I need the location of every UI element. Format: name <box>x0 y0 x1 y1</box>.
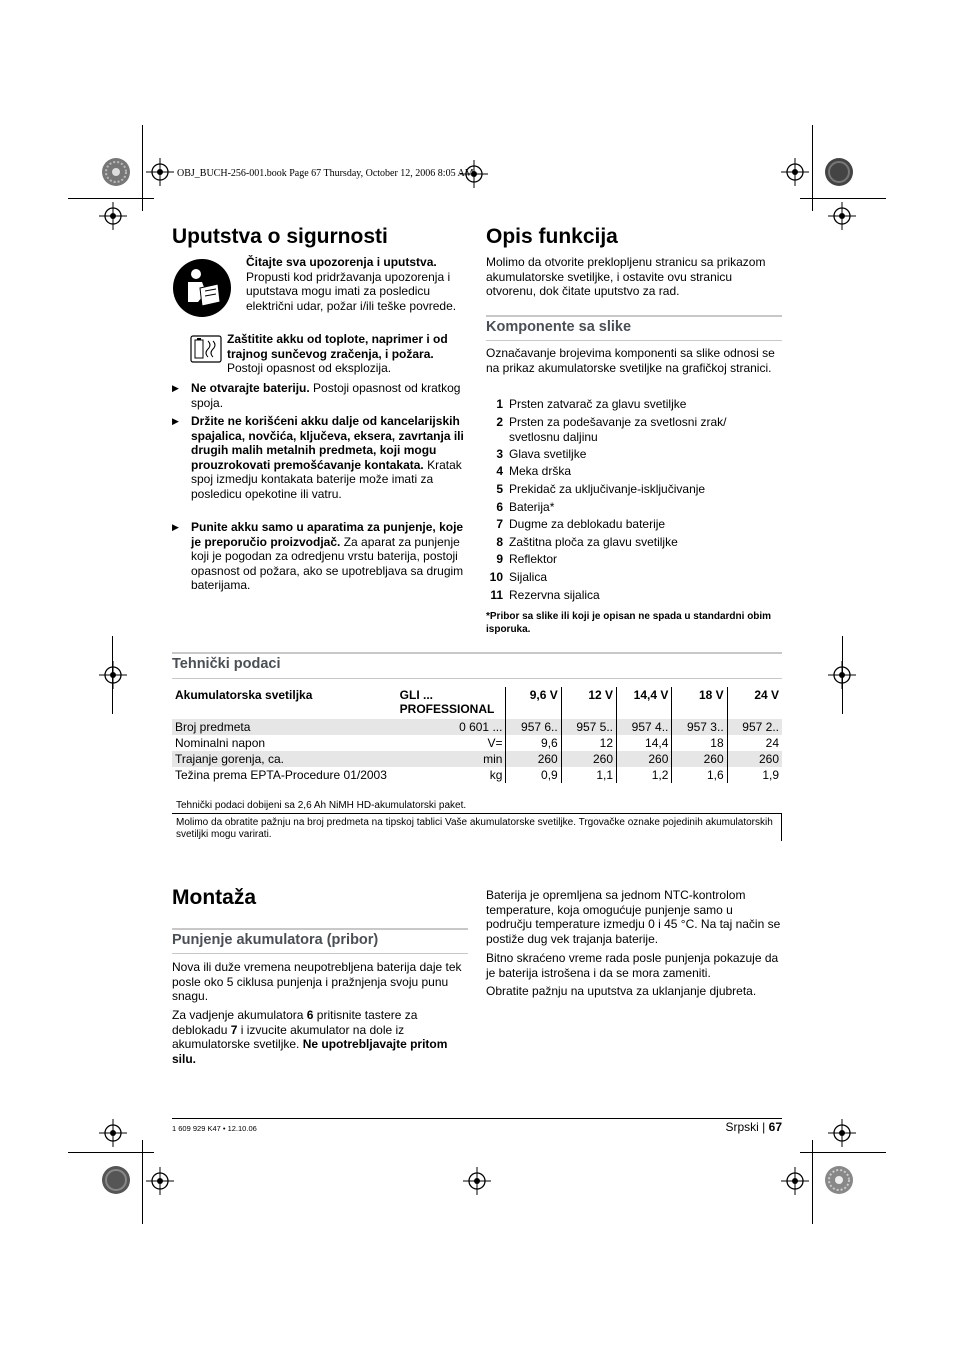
item-number: 11 <box>490 588 503 602</box>
footer-page <box>725 1120 782 1134</box>
charge-text: i izvucite akumulator na dole iz akumulatorske svetiljke. <box>172 1022 405 1052</box>
table-row <box>172 767 782 783</box>
table-cell: 260 <box>561 751 616 767</box>
protect-battery-bold: Zaštitite akku od toplote, naprimer i od trajnog sunčevog zračenja, i požara. <box>227 332 448 361</box>
protect-battery-text <box>227 332 469 376</box>
charge-text: pritisnite tastere za deblokadu <box>172 1008 418 1037</box>
item-text: Zaštitna ploča za glavu svetiljke <box>509 535 678 549</box>
item-text: Glava svetiljke <box>509 447 587 461</box>
table-cell: 957 2.. <box>727 719 782 735</box>
table-rule <box>172 813 782 814</box>
crop-mark <box>68 1152 154 1153</box>
list-item <box>486 482 759 497</box>
registration-mark-icon <box>828 1119 856 1147</box>
table-cell: Nominalni napon <box>175 736 266 750</box>
table-cell: 24 <box>765 736 779 750</box>
table-header-cell: 12 V <box>561 687 616 719</box>
item-number: 8 <box>496 535 503 549</box>
safety-bullet-body: Kratak spoj izmedju kontakata baterije može imati za posledicu opekotine ili vatru. <box>191 457 462 501</box>
table-cell: 260 <box>506 751 561 767</box>
table-cell: 12 <box>561 735 616 751</box>
calibration-disc-icon <box>101 157 131 187</box>
mount-title: Montaža <box>172 886 256 909</box>
table-header-cell: 9,6 V <box>506 687 561 719</box>
registration-mark-icon <box>828 661 856 689</box>
function-title: Opis funkcija <box>486 225 618 248</box>
item-text: Rezervna sijalica <box>509 588 600 602</box>
footer-language: Srpski <box>725 1120 759 1134</box>
read-instructions-text <box>246 255 468 313</box>
item-number: 5 <box>496 482 503 496</box>
item-number: 10 <box>489 570 503 584</box>
registration-mark-icon <box>99 1119 127 1147</box>
charge-title: Punjenje akumulatora (pribor) <box>172 932 379 948</box>
section-rule <box>486 315 782 317</box>
charge-paragraph: Nova ili duže vremena neupotrebljena baterija daje tek posle oko 5 ciklusa punjenja i pražnjenja svoju punu snagu. <box>172 960 462 1004</box>
registration-mark-icon <box>828 202 856 230</box>
item-number: 6 <box>496 500 503 514</box>
read-instructions-body: Propusti kod pridržavanja upozorenja i uputstava mogu imati za posledicu električni udar, požar i/ili teške povrede. <box>246 269 457 313</box>
charge-text: Za vadjenje akumulatora <box>172 1008 307 1022</box>
list-item <box>486 570 759 585</box>
tech-note: Molimo da obratite pažnju na broj predmeta na tipskoj tablici Vaše akumulatorske svetiljke. Trgovačke oznake pojedinih akumulatorskih svetiljki mogu varirati. <box>176 817 773 840</box>
section-rule <box>172 928 468 930</box>
table-cell: min <box>397 751 506 767</box>
page-number: 67 <box>768 1120 782 1134</box>
item-number: 9 <box>496 552 503 566</box>
item-text: Dugme za deblokadu baterije <box>509 517 666 531</box>
bullet-arrow-icon: ▶ <box>172 522 179 532</box>
safety-bullet <box>191 520 469 593</box>
battery-paragraph: Obratite pažnju na uputstva za uklanjanje djubreta. <box>486 984 757 998</box>
table-row <box>172 735 782 751</box>
list-item <box>486 415 759 444</box>
item-text: Prsten za podešavanje za svetlosni zrak/ svetlosnu daljinu <box>509 415 727 444</box>
table-header-row <box>172 687 782 719</box>
table-cell: 1,2 <box>617 767 672 783</box>
component-ref: 6 <box>306 1008 314 1022</box>
item-text: Prekidač za uključivanje-isključivanje <box>509 482 706 496</box>
table-header-cell: 24 V <box>754 688 779 702</box>
table-cell: 0 601 ... <box>397 719 506 735</box>
safety-bullet-bold: Punite akku samo u aparatima za punjenje, koje je preporučio proizvodjač. <box>191 520 464 549</box>
item-number: 7 <box>496 517 503 531</box>
table-cell: 957 6.. <box>506 719 561 735</box>
crop-mark <box>800 198 886 199</box>
table-cell: Trajanje gorenja, ca. <box>172 751 397 767</box>
item-number: 2 <box>496 415 503 429</box>
table-header-cell: 18 V <box>672 687 727 719</box>
table-rule <box>781 813 782 841</box>
safety-bullet <box>191 414 469 502</box>
table-row <box>172 719 782 735</box>
table-header-cell: 14,4 V <box>617 687 672 719</box>
calibration-disc-icon <box>824 1165 854 1195</box>
table-cell: 260 <box>727 751 782 767</box>
registration-mark-icon <box>146 158 174 186</box>
list-item <box>486 447 759 462</box>
components-footnote: *Pribor sa slike ili koji je opisan ne spada u standardni obim isporuka. <box>486 611 772 635</box>
table-cell: 957 5.. <box>561 719 616 735</box>
list-item <box>486 464 759 479</box>
table-row <box>172 751 782 767</box>
table-cell: V= <box>397 735 506 751</box>
list-item <box>486 517 759 532</box>
list-item <box>486 588 759 603</box>
table-cell: 0,9 <box>506 767 561 783</box>
calibration-disc-icon <box>824 157 854 187</box>
bullet-arrow-icon: ▶ <box>172 383 179 393</box>
footer-code: 1 609 929 K47 • 12.10.06 <box>172 1124 257 1133</box>
table-cell: 1,9 <box>762 768 779 782</box>
tech-data-table <box>172 687 782 783</box>
registration-mark-icon <box>463 1167 491 1195</box>
table-cell: 9,6 <box>506 735 561 751</box>
item-text: Baterija* <box>509 500 555 514</box>
table-cell: 260 <box>672 751 727 767</box>
item-number: 4 <box>496 464 503 478</box>
protect-battery-body: Postoji opasnost od eksplozija. <box>227 361 392 376</box>
tech-note: Tehnički podaci dobijeni sa 2,6 Ah NiMH HD-akumulatorski paket. <box>176 800 467 811</box>
calibration-disc-icon <box>101 1165 131 1195</box>
safety-bullet-bold: Ne otvarajte bateriju. <box>191 381 310 395</box>
table-cell: 957 4.. <box>617 719 672 735</box>
tech-title: Tehnički podaci <box>172 656 281 672</box>
table-cell: 1,6 <box>672 767 727 783</box>
table-cell: 1,1 <box>561 767 616 783</box>
read-instructions-bold: Čitajte sva upozorenja i uputstva. <box>246 255 437 269</box>
item-number: 1 <box>496 397 503 411</box>
battery-paragraph: Baterija je opremljena sa jednom NTC-kontrolom temperature, koja omogućuje punjenje samo u području temperature izmedju 0 i 45 °C. Na taj način se postiže dug vek trajanja baterije. <box>486 888 781 946</box>
section-rule <box>486 340 782 341</box>
footer-rule <box>172 1118 782 1119</box>
file-header: OBJ_BUCH-256-001.book Page 67 Thursday, October 12, 2006 8:05 AM <box>177 168 474 179</box>
crop-mark <box>800 1152 886 1153</box>
list-item <box>486 500 759 515</box>
list-item <box>486 552 759 567</box>
function-intro: Molimo da otvorite preklopljenu stranicu sa prikazom akumulatorske svetiljke, i ostavite ovu stranicu otvorenu, dok čitate uputstvo za rad. <box>486 255 766 299</box>
item-number: 3 <box>496 447 503 461</box>
component-ref: 7 <box>230 1022 238 1037</box>
table-cell: kg <box>397 767 506 783</box>
components-intro: Označavanje brojevima komponenti sa slike odnosi se na prikaz akumulatorske svetiljke na grafičkoj stranici. <box>486 346 775 375</box>
battery-paragraph: Bitno skraćeno vreme rada posle punjenja pokazuje da je baterija istrošena i da se mora zameniti. <box>486 951 779 980</box>
bullet-arrow-icon: ▶ <box>172 416 179 426</box>
list-item <box>486 397 759 412</box>
section-rule <box>172 953 468 954</box>
crop-mark <box>68 198 154 199</box>
table-cell: 14,4 <box>617 735 672 751</box>
table-cell: 18 <box>672 735 727 751</box>
table-header-cell: Akumulatorska svetiljka <box>175 688 313 702</box>
safety-bullet-body: Za aparat za punjenje koji je pogodan za odredjenu vrstu baterija, postoji opasnost od požara, ako se upotrebljava sa drugim baterijama. <box>191 534 464 593</box>
registration-mark-icon <box>781 158 809 186</box>
safety-bullet-bold: Držite ne korišćeni akku dalje od kancelarijskih spajalica, novčića, ključeva, eksera, zavrtanja ili drugih malih metalnih predmeta, koji mogu prouzrokovati premošćavanje kontakata. <box>191 414 464 472</box>
charge-warning: Ne upotrebljavajte pritom silu. <box>172 1037 448 1066</box>
registration-mark-icon <box>99 661 127 689</box>
table-cell: Broj predmeta <box>172 719 397 735</box>
safety-title: Uputstva o sigurnosti <box>172 225 388 248</box>
table-cell: Težina prema EPTA-Procedure 01/2003 <box>175 768 387 782</box>
item-text: Prsten zatvarač za glavu svetiljke <box>509 397 687 411</box>
item-text: Meka drška <box>509 464 572 478</box>
registration-mark-icon <box>99 202 127 230</box>
registration-mark-icon <box>146 1167 174 1195</box>
table-cell: 957 3.. <box>672 719 727 735</box>
battery-heat-icon <box>190 335 222 363</box>
table-cell: 260 <box>617 751 672 767</box>
footer-separator: | <box>762 1120 766 1134</box>
registration-mark-icon <box>781 1167 809 1195</box>
list-item <box>486 535 759 550</box>
safety-bullet-body: Postoji opasnost od kratkog spoja. <box>191 381 461 410</box>
section-rule <box>172 678 782 679</box>
safety-bullet <box>191 381 469 410</box>
table-header-cell: GLI ... PROFESSIONAL <box>397 687 506 719</box>
charge-paragraph <box>172 1008 468 1066</box>
read-manual-icon <box>172 258 232 318</box>
item-text: Sijalica <box>509 570 548 584</box>
item-text: Reflektor <box>509 552 558 566</box>
components-title: Komponente sa slike <box>486 319 632 335</box>
section-rule <box>172 652 782 654</box>
